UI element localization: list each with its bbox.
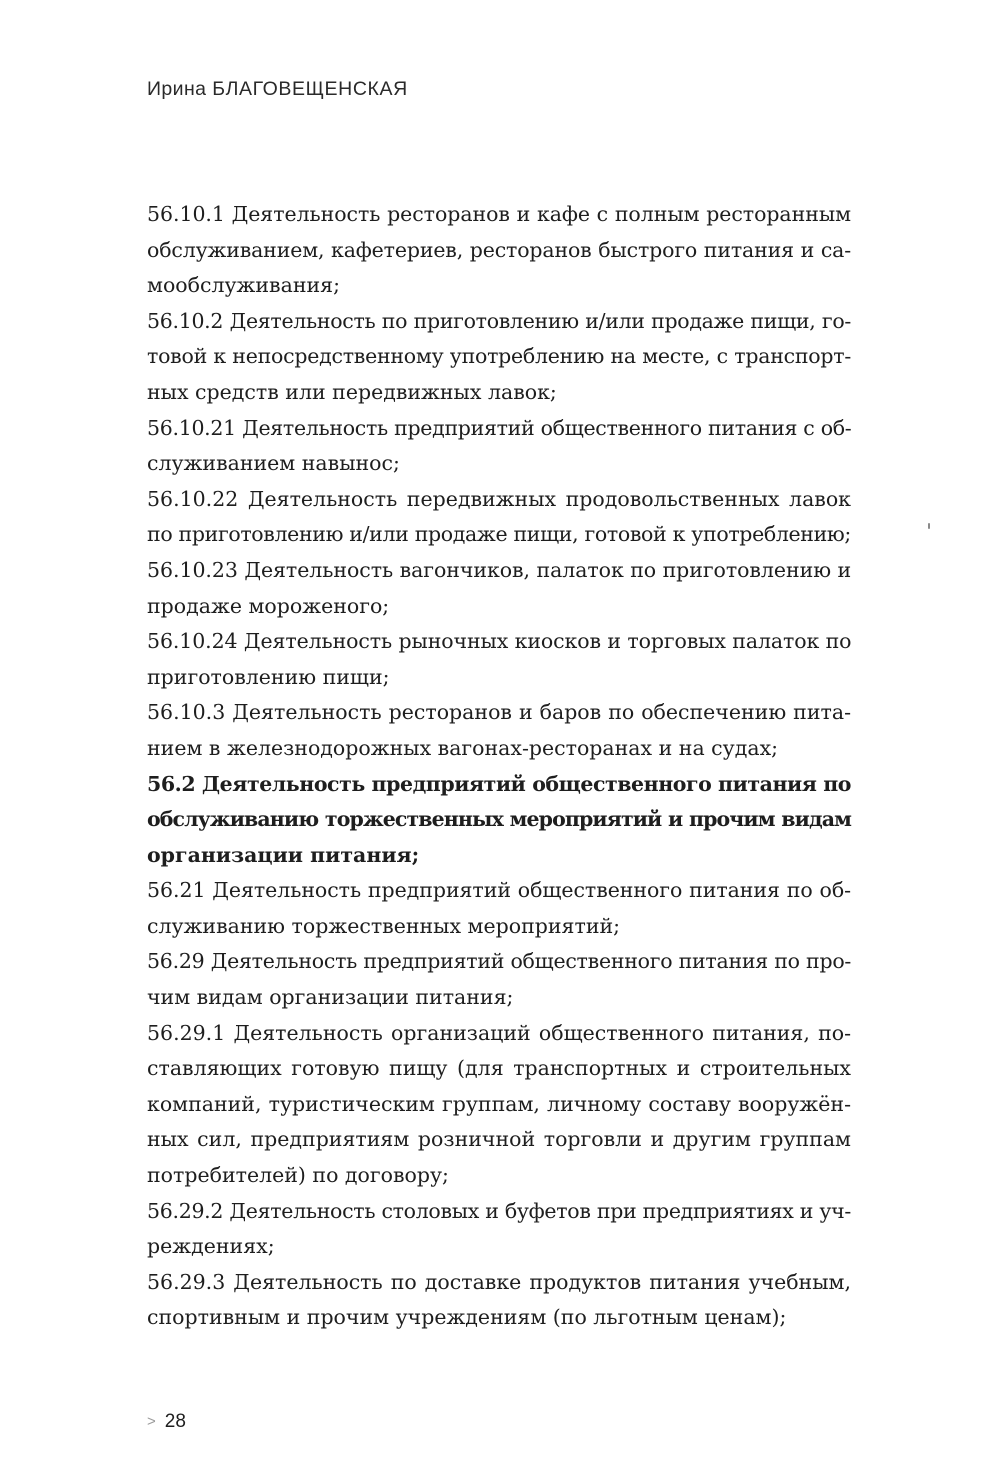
running-head: [147, 78, 408, 101]
text-line: обслуживанием, кафетериев, ресторанов быстрого питания и са-: [147, 237, 851, 262]
page-number: 28: [164, 1411, 186, 1432]
text-line: 56.29 Деятельность предприятий общественного питания по про-: [147, 949, 852, 974]
text-line: спортивным и прочим учреждениям (по льготным ценам);: [147, 1305, 787, 1330]
text-line: 56.10.24 Деятельность рыночных киосков и торговых палаток по: [147, 629, 852, 654]
text-line: 56.10.1 Деятельность ресторанов и кафе с полным ресторанным: [147, 202, 851, 226]
text-line: ных средств или передвижных лавок;: [147, 379, 557, 404]
text-line: служиванию торжественных мероприятий;: [147, 913, 621, 938]
text-line: мообслуживания;: [147, 273, 340, 298]
text-line: 56.10.21 Деятельность предприятий общественного питания с об-: [147, 415, 852, 440]
text-line: 56.21 Деятельность предприятий общественного питания по об-: [147, 878, 851, 903]
author-first-name: Ирина: [147, 78, 207, 100]
text-line: 56.29.3 Деятельность по доставке продуктов питания учебным,: [147, 1269, 851, 1294]
text-line: 56.29.2 Деятельность столовых и буфетов при предприятиях и уч-: [147, 1198, 851, 1223]
text-line: нием в железнодорожных вагонах-ресторанах и на судах;: [147, 735, 779, 760]
text-line: 56.10.23 Деятельность вагончиков, палаток по приготовлению и: [147, 557, 852, 582]
text-line: по приготовлению и/или продаже пищи, готовой к употреблению;: [147, 522, 851, 547]
text-line: ных сил, предприятиям розничной торговли и другим группам: [147, 1127, 851, 1152]
section-heading-line: обслуживанию торжественных мероприятий и прочим видам: [147, 807, 851, 832]
body-text: [147, 197, 851, 1336]
print-speck: [928, 523, 930, 529]
page-footer: [147, 1411, 186, 1433]
section-heading-line: организации питания;: [147, 842, 420, 867]
text-line: служиванием навынос;: [147, 451, 400, 476]
author-last-name: БЛАГОВЕЩЕНСКАЯ: [212, 78, 408, 100]
text-line: чим видам организации питания;: [147, 985, 514, 1010]
text-line: 56.10.2 Деятельность по приготовлению и/или продаже пищи, го-: [147, 308, 851, 333]
folio-marker: >: [147, 1413, 156, 1430]
text-line: реждениях;: [147, 1234, 275, 1259]
section-heading-line: 56.2 Деятельность предприятий общественного питания по: [147, 771, 851, 796]
text-line: приготовлению пищи;: [147, 664, 390, 689]
text-line: продаже мороженого;: [147, 593, 390, 618]
text-line: 56.10.22 Деятельность передвижных продовольственных лавок: [147, 486, 851, 511]
text-line: потребителей) по договору;: [147, 1163, 449, 1188]
text-line: товой к непосредственному употреблению на месте, с транспорт-: [147, 344, 851, 369]
text-line: компаний, туристическим группам, личному составу вооружён-: [147, 1091, 851, 1116]
text-line: ставляющих готовую пищу (для транспортных и строительных: [147, 1056, 851, 1081]
text-line: 56.10.3 Деятельность ресторанов и баров по обеспечению пита-: [147, 700, 851, 725]
text-line: 56.29.1 Деятельность организаций общественного питания, по-: [147, 1020, 851, 1045]
